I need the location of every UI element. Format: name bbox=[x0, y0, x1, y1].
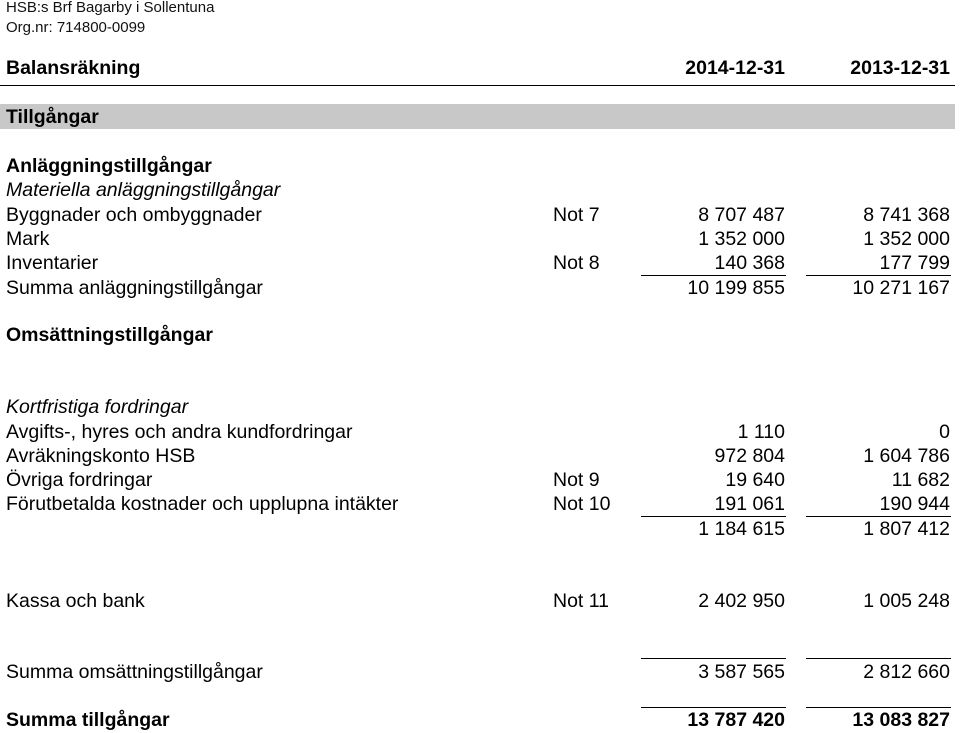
fixed-assets-total-prior: 10 271 167 bbox=[852, 277, 950, 299]
row-value-prior: 1 604 786 bbox=[863, 445, 950, 467]
row-value-prior: 190 944 bbox=[879, 493, 950, 515]
current-assets-heading: Omsättningstillgångar bbox=[6, 324, 213, 346]
grand-total-current: 13 787 420 bbox=[687, 709, 785, 731]
cash-label: Kassa och bank bbox=[6, 590, 145, 612]
current-assets-total-prior: 2 812 660 bbox=[863, 661, 950, 683]
row-value-current: 191 061 bbox=[714, 493, 785, 515]
grand-total-label: Summa tillgångar bbox=[6, 709, 170, 731]
row-label: Övriga fordringar bbox=[6, 469, 153, 491]
row-label: Avgifts-, hyres och andra kundfordringar bbox=[6, 421, 353, 443]
row-note: Not 8 bbox=[553, 252, 600, 274]
row-label: Förutbetalda kostnader och upplupna intäkter bbox=[6, 493, 399, 515]
receivables-total-prior: 1 807 412 bbox=[863, 518, 950, 540]
row-value-prior: 1 352 000 bbox=[863, 228, 950, 250]
row-note: Not 10 bbox=[553, 493, 611, 515]
current-assets-total-current: 3 587 565 bbox=[698, 661, 785, 683]
total-rule-prior bbox=[806, 658, 951, 659]
row-value-prior: 11 682 bbox=[891, 469, 950, 491]
row-value-current: 19 640 bbox=[725, 469, 785, 491]
row-value-current: 140 368 bbox=[714, 252, 785, 274]
row-value-current: 1 110 bbox=[737, 421, 785, 443]
receivables-heading: Kortfristiga fordringar bbox=[6, 396, 189, 418]
section-heading-assets: Tillgångar bbox=[6, 106, 99, 128]
title-divider bbox=[0, 85, 955, 86]
cash-prior: 1 005 248 bbox=[863, 590, 950, 612]
row-value-prior: 8 741 368 bbox=[863, 204, 950, 226]
fixed-assets-total-label: Summa anläggningstillgångar bbox=[6, 277, 263, 299]
cash-note: Not 11 bbox=[553, 590, 610, 612]
subtotal-rule-current bbox=[641, 275, 786, 276]
date-current-header: 2014-12-31 bbox=[685, 57, 785, 79]
subtotal-rule-prior bbox=[806, 275, 951, 276]
row-note: Not 9 bbox=[553, 469, 600, 491]
organization-name: HSB:s Brf Bagarby i Sollentuna bbox=[6, 0, 215, 16]
subtotal-rule-current bbox=[641, 516, 786, 517]
receivables-total-current: 1 184 615 bbox=[698, 518, 785, 540]
subtotal-rule-prior bbox=[806, 516, 951, 517]
row-value-current: 972 804 bbox=[714, 445, 785, 467]
grand-total-rule-prior bbox=[806, 707, 951, 708]
row-label: Inventarier bbox=[6, 252, 99, 274]
section-band bbox=[0, 104, 955, 129]
row-value-prior: 177 799 bbox=[879, 252, 950, 274]
row-label: Byggnader och ombyggnader bbox=[6, 204, 262, 226]
row-value-prior: 0 bbox=[939, 421, 950, 443]
fixed-assets-subheading: Materiella anläggningstillgångar bbox=[6, 179, 281, 201]
total-rule-current bbox=[641, 658, 786, 659]
fixed-assets-heading: Anläggningstillgångar bbox=[6, 155, 212, 177]
row-value-current: 1 352 000 bbox=[698, 228, 785, 250]
grand-total-prior: 13 083 827 bbox=[852, 709, 950, 731]
row-label: Mark bbox=[6, 228, 50, 250]
grand-total-rule-current bbox=[641, 707, 786, 708]
organization-number: Org.nr: 714800-0099 bbox=[6, 19, 146, 36]
row-label: Avräkningskonto HSB bbox=[6, 445, 196, 467]
cash-current: 2 402 950 bbox=[698, 590, 785, 612]
row-note: Not 7 bbox=[553, 204, 600, 226]
current-assets-total-label: Summa omsättningstillgångar bbox=[6, 661, 263, 683]
fixed-assets-total-current: 10 199 855 bbox=[687, 277, 785, 299]
date-prior-header: 2013-12-31 bbox=[850, 57, 950, 79]
page-title: Balansräkning bbox=[6, 57, 141, 79]
row-value-current: 8 707 487 bbox=[698, 204, 785, 226]
